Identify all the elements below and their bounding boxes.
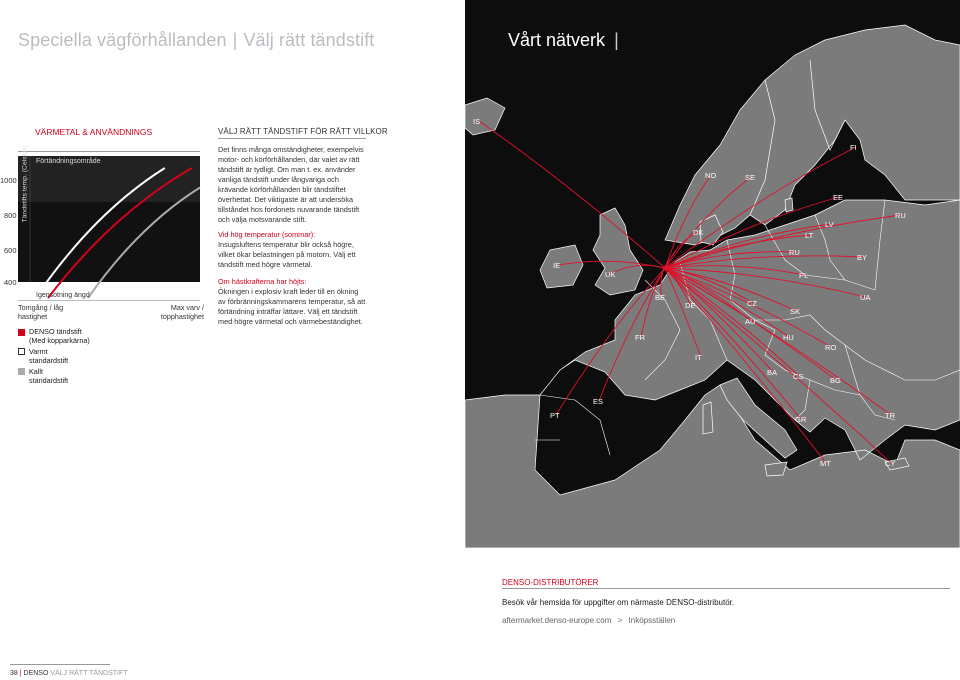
y-axis-label-box xyxy=(18,145,29,226)
legend-label: Varmt xyxy=(29,346,48,356)
legend-label: standardstift xyxy=(29,376,69,386)
country-label: RU xyxy=(789,248,800,257)
country-label: RO xyxy=(825,343,837,352)
country-label: CS xyxy=(793,372,804,381)
network-hub xyxy=(663,266,668,271)
divider xyxy=(218,138,366,139)
link-arrow: > xyxy=(617,616,623,625)
pre-ignition-label: Förtändningsområde xyxy=(36,158,101,165)
page-number: 38 xyxy=(10,670,18,677)
header-title: Speciella vägförhållanden xyxy=(18,30,227,50)
legend xyxy=(18,327,90,385)
horsepower-heading: Om hästkrafterna har höjts: xyxy=(218,277,307,286)
legend-item xyxy=(18,367,90,386)
purchase-link[interactable]: Inköpsställen xyxy=(628,616,676,625)
country-label: IE xyxy=(553,261,561,270)
legend-label: Kallt xyxy=(29,366,43,376)
heat-range-chart xyxy=(0,145,205,328)
country-label: BG xyxy=(830,376,841,385)
country-label: UA xyxy=(860,293,871,302)
legend-swatch xyxy=(18,329,25,336)
page-header-left xyxy=(18,30,374,51)
map-title-separator: | xyxy=(614,30,619,50)
divider xyxy=(10,664,110,665)
map-header xyxy=(508,30,619,51)
x-label-high: Max varv / topphastighet xyxy=(160,303,204,322)
country-label: LV xyxy=(825,220,834,229)
country-label: CY xyxy=(885,459,896,468)
legend-label: standardstift xyxy=(29,356,69,366)
site-link[interactable]: aftermarket.denso-europe.com xyxy=(502,616,612,625)
fouling-label: Igensotning ängd xyxy=(36,292,90,299)
country-label: EE xyxy=(833,193,844,202)
europe-network-map xyxy=(465,0,960,548)
country-label: CZ xyxy=(747,299,757,308)
footer-brand: DENSO xyxy=(23,670,49,677)
legend-swatch xyxy=(18,348,25,355)
country-label: PL xyxy=(799,271,809,280)
land-sardinia xyxy=(703,402,713,434)
country-label: GR xyxy=(795,415,807,424)
country-label: DE xyxy=(685,301,696,310)
legend-item xyxy=(18,327,90,346)
country-label: PT xyxy=(550,411,560,420)
country-label: FR xyxy=(635,333,645,342)
distributors-text: Besök vår hemsida för uppgifter om närmaste DENSO-distributör. xyxy=(502,598,735,607)
intro-paragraph: Det finns många omständigheter, exempelvis motor- och körförhållanden, där valet av rätt tändstift är tydligt. Om man t. ex. använder vanliga tändstift under långvariga och krävande körförhållanden blir tändstiftet överhettat. Det viktigaste är att undersöka tillståndet hos fordonets nuvarande tändstift och välja motsvarande stift. xyxy=(218,145,364,224)
horsepower-text: Ökningen i explosiv kraft leder till en ökning av förbränningskammarens temperatur, så att förtändning inträffar lättare. Välj ett tändstift med högre värmetal och värmebeständighet. xyxy=(218,287,366,326)
country-label: NO xyxy=(705,171,717,180)
country-label: ES xyxy=(593,397,604,406)
country-label: BA xyxy=(767,368,778,377)
header-subtitle: Välj rätt tändstift xyxy=(243,30,375,50)
country-label: SE xyxy=(745,173,756,182)
summer-heading: Vid hög temperatur (sommar): xyxy=(218,230,316,239)
legend-item xyxy=(18,347,90,366)
country-label: MT xyxy=(820,459,831,468)
y-axis-label: Tändstifts temp. (Celsius) xyxy=(21,145,29,223)
divider xyxy=(502,588,950,589)
y-tick: 1000 xyxy=(0,176,17,185)
column-title: VÄLJ RÄTT TÄNDSTIFT FÖR RÄTT VILLKOR xyxy=(218,127,388,136)
legend-swatch xyxy=(18,368,25,375)
map-title: Vårt nätverk xyxy=(508,30,606,50)
y-tick: 800 xyxy=(4,211,17,220)
summer-text: Insugsluftens temperatur blir också högre, vilket ökar belastningen på motorn. Välj ett tändstift med högre värmetal. xyxy=(218,240,356,269)
header-separator: | xyxy=(232,30,238,50)
country-label: HU xyxy=(783,333,794,342)
legend-label: DENSO tändstift xyxy=(29,327,82,336)
horsepower-section xyxy=(218,277,368,327)
page-footer: 38 | DENSO VÄLJ RÄTT TÄNDSTIFT xyxy=(10,670,128,677)
country-label: UK xyxy=(605,270,616,279)
country-label: TR xyxy=(885,411,895,420)
distributor-link[interactable] xyxy=(502,616,675,625)
country-label: DK xyxy=(693,228,704,237)
footer-section: VÄLJ RÄTT TÄNDSTIFT xyxy=(50,670,128,677)
y-tick: 600 xyxy=(4,246,17,255)
country-label: RU xyxy=(895,211,906,220)
summer-section xyxy=(218,230,368,270)
country-label: BY xyxy=(857,253,868,262)
country-label: SK xyxy=(790,307,801,316)
x-label-low: Tomgång / låg hastighet xyxy=(18,303,64,322)
distributors-title: DENSO-DISTRIBUTÖRER xyxy=(502,578,599,587)
y-tick: 400 xyxy=(4,278,17,287)
country-label: IS xyxy=(473,117,481,126)
x-axis-line xyxy=(18,300,200,301)
country-label: IT xyxy=(695,353,702,362)
country-label: AU xyxy=(745,317,756,326)
chart-title: VÄRMETAL & ANVÄNDNINGS xyxy=(35,127,153,137)
legend-label: (Med kopparkärna) xyxy=(29,336,90,346)
country-label: BE xyxy=(655,293,666,302)
country-label: FI xyxy=(850,143,857,152)
country-label: LT xyxy=(805,231,814,240)
